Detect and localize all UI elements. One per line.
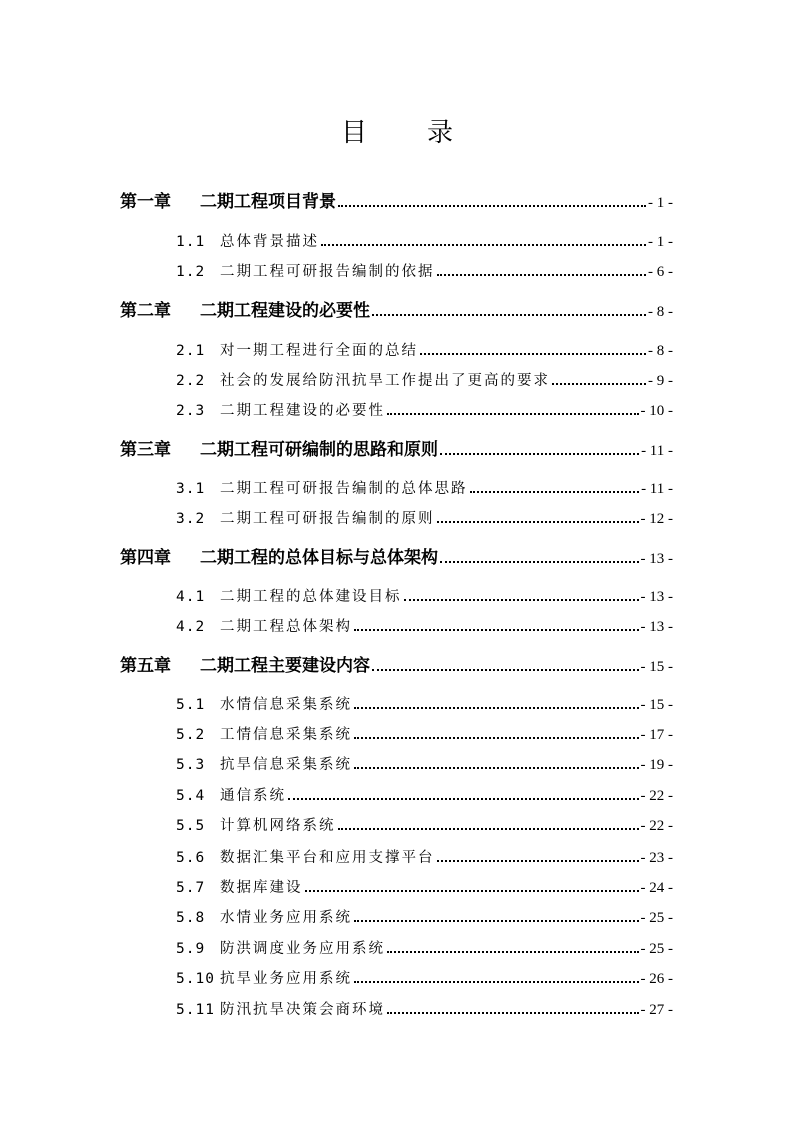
toc-chapter-row[interactable] <box>120 297 673 321</box>
toc-page-number: - 6 - <box>648 264 673 280</box>
toc-entry-title: 二期工程建设的必要性 <box>220 403 385 419</box>
toc-entry-number: 5.5 <box>176 818 206 834</box>
toc-page-number: - 9 - <box>648 373 673 389</box>
toc-dot-leader <box>338 204 646 207</box>
toc-dot-leader <box>440 560 639 563</box>
toc-entry-title: 二期工程可研编制的思路和原则 <box>200 440 438 460</box>
toc-entry-number: 4.2 <box>176 619 206 635</box>
toc-dot-leader <box>470 490 640 493</box>
toc-entry-label <box>176 615 352 636</box>
toc-page-number: - 19 - <box>640 757 673 773</box>
toc-entry-title: 通信系统 <box>220 788 286 804</box>
toc-entry-title: 二期工程可研报告编制的总体思路 <box>220 481 468 497</box>
toc-page-number: - 8 - <box>648 343 673 359</box>
toc-entry-number: 1.2 <box>176 264 206 280</box>
toc-dot-leader <box>354 736 639 739</box>
toc-section-row[interactable] <box>176 259 673 281</box>
toc-page-number: - 10 - <box>640 403 673 419</box>
toc-entry-label <box>176 846 435 867</box>
toc-entry-title: 二期工程的总体目标与总体架构 <box>200 548 438 568</box>
toc-section-row[interactable] <box>176 476 673 498</box>
toc-section-row[interactable] <box>176 845 673 867</box>
toc-dot-leader <box>552 382 646 385</box>
toc-entry-label <box>176 693 352 714</box>
toc-dot-leader <box>321 243 646 246</box>
toc-entry-title: 二期工程主要建设内容 <box>200 656 370 676</box>
toc-entry-label <box>176 477 468 498</box>
toc-entry-label <box>176 876 303 897</box>
toc-page-number: - 22 - <box>640 788 673 804</box>
toc-entry-title: 二期工程总体架构 <box>220 619 352 635</box>
toc-entry-number: 第二章 <box>120 301 171 321</box>
toc-entry-number: 2.1 <box>176 343 206 359</box>
toc-entry-label <box>176 906 352 927</box>
toc-entry-label <box>176 784 286 805</box>
toc-page-number: - 1 - <box>648 195 673 211</box>
toc-entry-title: 防洪调度业务应用系统 <box>220 941 385 957</box>
toc-dot-leader <box>387 412 639 415</box>
toc-dot-leader <box>354 706 639 709</box>
toc-entry-label <box>176 507 435 528</box>
toc-entry-title: 二期工程项目背景 <box>200 192 336 212</box>
toc-entry-title: 数据库建设 <box>220 880 303 896</box>
toc-entry-title: 计算机网络系统 <box>220 818 336 834</box>
toc-page-number: - 17 - <box>640 727 673 743</box>
toc-entry-number: 5.8 <box>176 910 206 926</box>
toc-dot-leader <box>420 352 646 355</box>
toc-entry-title: 总体背景描述 <box>220 234 319 250</box>
toc-section-row[interactable] <box>176 398 673 420</box>
toc-chapter-row[interactable] <box>120 188 673 212</box>
toc-entry-title: 抗旱业务应用系统 <box>220 971 352 987</box>
toc-entry-number: 5.4 <box>176 788 206 804</box>
toc-entry-number: 5.7 <box>176 880 206 896</box>
toc-dot-leader <box>354 628 639 631</box>
toc-entry-label <box>176 399 385 420</box>
toc-section-row[interactable] <box>176 875 673 897</box>
toc-page-number: - 25 - <box>640 941 673 957</box>
toc-dot-leader <box>338 827 639 830</box>
toc-entry-number: 5.11 <box>176 1002 215 1018</box>
toc-section-row[interactable] <box>176 368 673 390</box>
toc-entry-label <box>120 187 336 212</box>
toc-entry-number: 3.1 <box>176 481 206 497</box>
toc-section-row[interactable] <box>176 936 673 958</box>
toc-dot-leader <box>354 980 639 983</box>
toc-section-row[interactable] <box>176 692 673 714</box>
toc-section-row[interactable] <box>176 614 673 636</box>
toc-entry-label <box>176 723 352 744</box>
toc-page-number: - 13 - <box>640 551 673 567</box>
toc-page-number: - 25 - <box>640 910 673 926</box>
toc-dot-leader <box>372 313 646 316</box>
toc-entry-label <box>176 753 352 774</box>
toc-dot-leader <box>387 1011 639 1014</box>
title-char-2: 录 <box>427 118 454 148</box>
toc-section-row[interactable] <box>176 783 673 805</box>
toc-entry-label <box>120 435 438 460</box>
toc-chapter-row[interactable] <box>120 436 673 460</box>
toc-page-number: - 15 - <box>640 659 673 675</box>
toc-dot-leader <box>437 520 639 523</box>
toc-entry-title: 二期工程建设的必要性 <box>200 301 370 321</box>
toc-dot-leader <box>437 859 639 862</box>
toc-page-number: - 24 - <box>640 880 673 896</box>
toc-dot-leader <box>387 950 639 953</box>
toc-dot-leader <box>437 273 647 276</box>
toc-section-row[interactable] <box>176 966 673 988</box>
toc-page-number: - 8 - <box>648 304 673 320</box>
toc-entry-title: 抗旱信息采集系统 <box>220 757 352 773</box>
toc-page-number: - 11 - <box>641 443 673 459</box>
toc-chapter-row[interactable] <box>120 652 673 676</box>
toc-entry-number: 5.6 <box>176 850 206 866</box>
toc-page-number: - 26 - <box>640 971 673 987</box>
toc-entry-title: 二期工程可研报告编制的依据 <box>220 264 435 280</box>
toc-entry-title: 二期工程可研报告编制的原则 <box>220 511 435 527</box>
toc-entry-number: 5.3 <box>176 757 206 773</box>
toc-section-row[interactable] <box>176 905 673 927</box>
toc-page-number: - 12 - <box>640 511 673 527</box>
toc-entry-number: 5.2 <box>176 727 206 743</box>
toc-entry-label <box>176 585 402 606</box>
toc-entry-label <box>176 998 385 1019</box>
toc-entry-number: 1.1 <box>176 234 206 250</box>
toc-section-row[interactable] <box>176 997 673 1019</box>
toc-entry-label <box>176 260 435 281</box>
toc-entry-number: 5.9 <box>176 941 206 957</box>
toc-entry-label <box>176 339 418 360</box>
toc-section-row[interactable] <box>176 813 673 835</box>
toc-entry-number: 4.1 <box>176 589 206 605</box>
toc-entry-title: 防汛抗旱决策会商环境 <box>220 1002 385 1018</box>
toc-entry-title: 数据汇集平台和应用支撑平台 <box>220 850 435 866</box>
toc-dot-leader <box>288 797 639 800</box>
toc-entry-label <box>176 230 319 251</box>
toc-entry-title: 二期工程的总体建设目标 <box>220 589 402 605</box>
toc-section-row[interactable] <box>176 338 673 360</box>
toc-section-row[interactable] <box>176 722 673 744</box>
toc-entry-title: 工情信息采集系统 <box>220 727 352 743</box>
toc-entry-label <box>176 967 352 988</box>
toc-page-number: - 22 - <box>640 818 673 834</box>
toc-entry-label <box>176 814 336 835</box>
toc-dot-leader <box>372 668 639 671</box>
toc-entry-label <box>176 369 550 390</box>
toc-dot-leader <box>404 598 639 601</box>
toc-entry-label <box>120 651 370 676</box>
toc-entry-label <box>120 543 438 568</box>
toc-entry-number: 第四章 <box>120 548 171 568</box>
toc-entry-number: 3.2 <box>176 511 206 527</box>
toc-page-number: - 13 - <box>640 619 673 635</box>
toc-page-number: - 1 - <box>648 234 673 250</box>
toc-page-number: - 27 - <box>640 1002 673 1018</box>
toc-dot-leader <box>354 919 639 922</box>
toc-page-number: - 15 - <box>640 697 673 713</box>
toc-entry-number: 2.2 <box>176 373 206 389</box>
toc-chapter-row[interactable] <box>120 544 673 568</box>
toc-section-row[interactable] <box>176 752 673 774</box>
toc-page-number: - 23 - <box>640 850 673 866</box>
toc-section-row[interactable] <box>176 506 673 528</box>
toc-entry-number: 第五章 <box>120 656 171 676</box>
toc-entry-number: 5.1 <box>176 697 206 713</box>
toc-entry-label <box>176 937 385 958</box>
toc-page-number: - 11 - <box>641 481 673 497</box>
toc-entry-number: 第三章 <box>120 440 171 460</box>
toc-entry-number: 5.10 <box>176 971 215 987</box>
toc-entry-number: 2.3 <box>176 403 206 419</box>
toc-dot-leader <box>305 889 639 892</box>
toc-page-number: - 13 - <box>640 589 673 605</box>
toc-dot-leader <box>440 452 639 455</box>
toc-entry-title: 对一期工程进行全面的总结 <box>220 343 418 359</box>
toc-entry-title: 水情业务应用系统 <box>220 910 352 926</box>
toc-section-row[interactable] <box>176 229 673 251</box>
toc-section-row[interactable] <box>176 584 673 606</box>
toc-entry-title: 水情信息采集系统 <box>220 697 352 713</box>
toc-dot-leader <box>354 766 639 769</box>
toc-entry-title: 社会的发展给防汛抗旱工作提出了更高的要求 <box>220 373 550 389</box>
title-char-1: 目 <box>340 118 367 148</box>
toc-entry-label <box>120 296 370 321</box>
toc-entry-number: 第一章 <box>120 192 171 212</box>
